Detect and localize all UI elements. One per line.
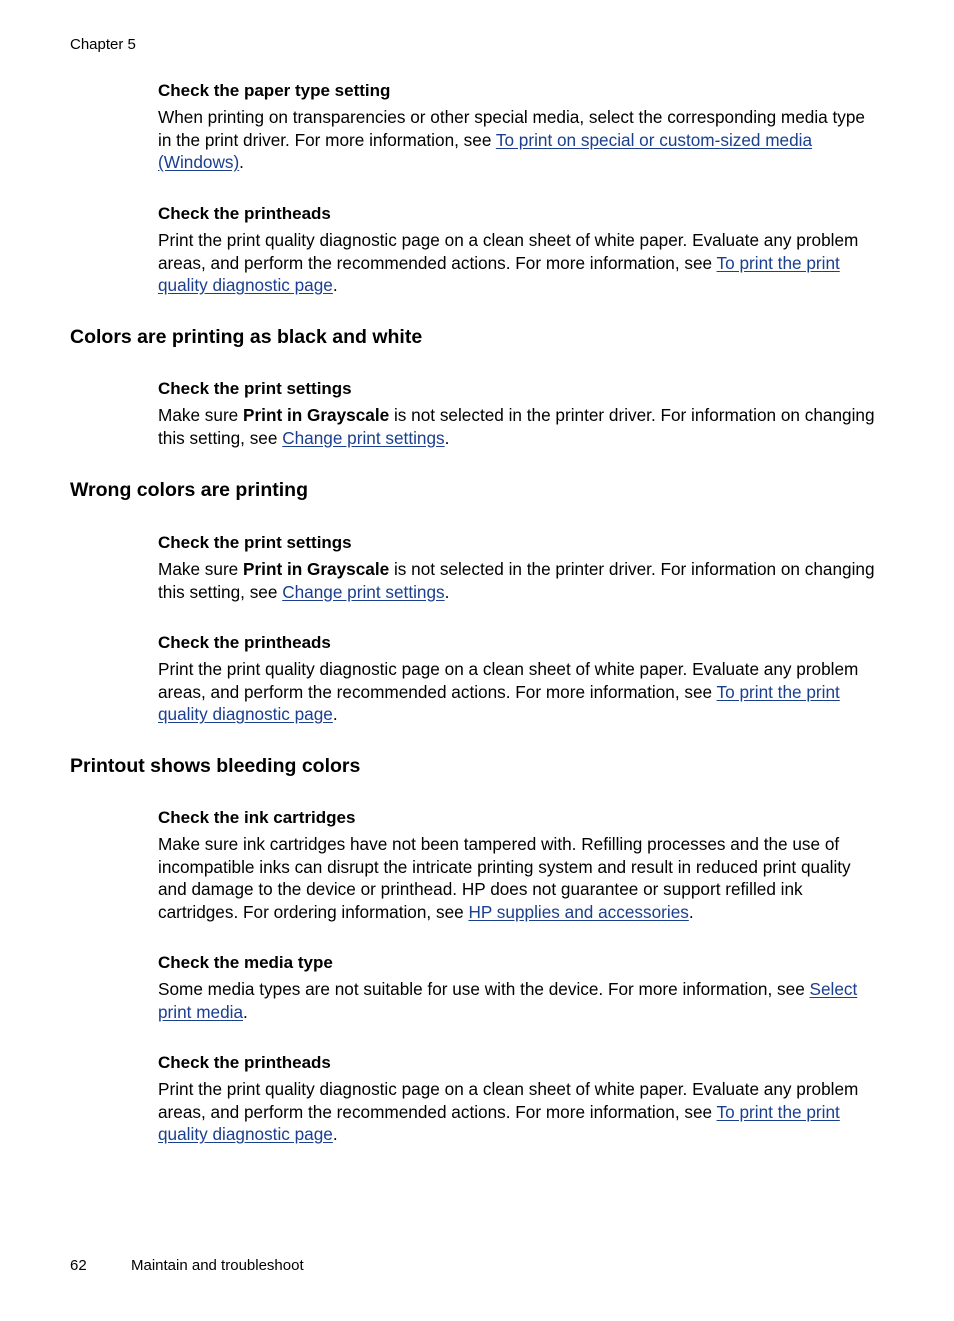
change-print-settings-link-1[interactable]: Change print settings xyxy=(282,427,445,448)
printheads-end-2: . xyxy=(332,704,338,724)
printheads-body-2 xyxy=(158,658,878,726)
select-print-media-link[interactable]: Select print media xyxy=(158,979,858,1022)
print-settings-body-1 xyxy=(158,404,878,449)
diagnostic-page-link-2[interactable]: To print the print quality diagnostic page xyxy=(158,681,840,724)
printheads-block-1 xyxy=(158,203,878,297)
print-settings-block-1 xyxy=(158,378,878,449)
printheads-text-3: Print the print quality diagnostic page on a clean sheet of white paper. Evaluate any problem areas, and perform the recommended actions. For more information, see xyxy=(158,1079,859,1122)
print-settings-text-2b: is not selected in the printer driver. For information on changing this setting, see xyxy=(158,559,875,602)
ink-cartridges-block xyxy=(158,807,878,923)
hp-supplies-link[interactable]: HP supplies and accessories xyxy=(468,901,689,922)
print-settings-text-1b: is not selected in the printer driver. For information on changing this setting, see xyxy=(158,405,875,448)
print-settings-body-2 xyxy=(158,558,878,603)
paper-type-block xyxy=(158,80,878,174)
grayscale-option-label-2: Print in Grayscale xyxy=(243,559,390,579)
printheads-end-3: . xyxy=(332,1124,338,1144)
section-title-bleeding-colors: Printout shows bleeding colors xyxy=(70,755,361,777)
media-type-text: Some media types are not suitable for use with the device. For more information, see xyxy=(158,979,810,999)
print-settings-block-2 xyxy=(158,532,878,603)
paper-type-body xyxy=(158,106,878,174)
printheads-end-1: . xyxy=(332,275,338,295)
print-settings-text-1: Make sure xyxy=(158,405,244,425)
printheads-text-1: Print the print quality diagnostic page on a clean sheet of white paper. Evaluate any problem areas, and perform the recommended actions. For more information, see xyxy=(158,230,859,273)
diagnostic-page-link-3[interactable]: To print the print quality diagnostic page xyxy=(158,1101,840,1144)
printheads-block-3 xyxy=(158,1052,878,1146)
chapter-header: Chapter 5 xyxy=(70,36,136,53)
footer-section-title: Maintain and troubleshoot xyxy=(131,1257,304,1274)
printheads-body-1 xyxy=(158,229,878,297)
printheads-text-2: Print the print quality diagnostic page on a clean sheet of white paper. Evaluate any problem areas, and perform the recommended actions. For more information, see xyxy=(158,659,859,702)
ink-cartridges-end: . xyxy=(688,901,694,922)
printheads-block-2 xyxy=(158,632,878,726)
ink-cartridges-text: Make sure ink cartridges have not been tampered with. Refilling processes and the use of incompatible inks can disrupt the intricate printing system and result in reduced print quality and damage to the device or printhead. HP does not guarantee or support refilled ink cartridges. For ordering information, see xyxy=(158,834,851,922)
print-settings-text-2: Make sure xyxy=(158,559,244,579)
print-settings-heading-1: Check the print settings xyxy=(158,379,352,398)
paper-type-end: . xyxy=(239,152,244,172)
printheads-heading-3: Check the printheads xyxy=(158,1053,331,1072)
diagnostic-page-link-1[interactable]: To print the print quality diagnostic page xyxy=(158,252,840,295)
ink-cartridges-heading: Check the ink cartridges xyxy=(158,808,356,827)
media-type-block xyxy=(158,952,878,1023)
page-number: 62 xyxy=(70,1257,87,1274)
paper-type-text: When printing on transparencies or other special media, select the corresponding media type in the print driver. For more information, see xyxy=(158,107,865,150)
paper-type-heading: Check the paper type setting xyxy=(158,81,391,100)
print-settings-end-1: . xyxy=(444,427,450,448)
page-footer xyxy=(70,1257,304,1275)
media-type-end: . xyxy=(243,1001,248,1022)
special-media-link[interactable]: To print on special or custom-sized media (Windows) xyxy=(158,129,813,172)
media-type-body xyxy=(158,978,878,1023)
grayscale-option-label-1: Print in Grayscale xyxy=(243,405,390,425)
section-title-black-white: Colors are printing as black and white xyxy=(70,326,423,348)
print-settings-end-2: . xyxy=(444,581,450,602)
printheads-heading-2: Check the printheads xyxy=(158,633,331,652)
media-type-heading: Check the media type xyxy=(158,953,333,972)
printheads-body-3 xyxy=(158,1078,878,1146)
change-print-settings-link-2[interactable]: Change print settings xyxy=(282,581,445,602)
print-settings-heading-2: Check the print settings xyxy=(158,533,352,552)
printheads-heading-1: Check the printheads xyxy=(158,204,331,223)
ink-cartridges-body xyxy=(158,833,878,923)
section-title-wrong-colors: Wrong colors are printing xyxy=(70,479,308,501)
